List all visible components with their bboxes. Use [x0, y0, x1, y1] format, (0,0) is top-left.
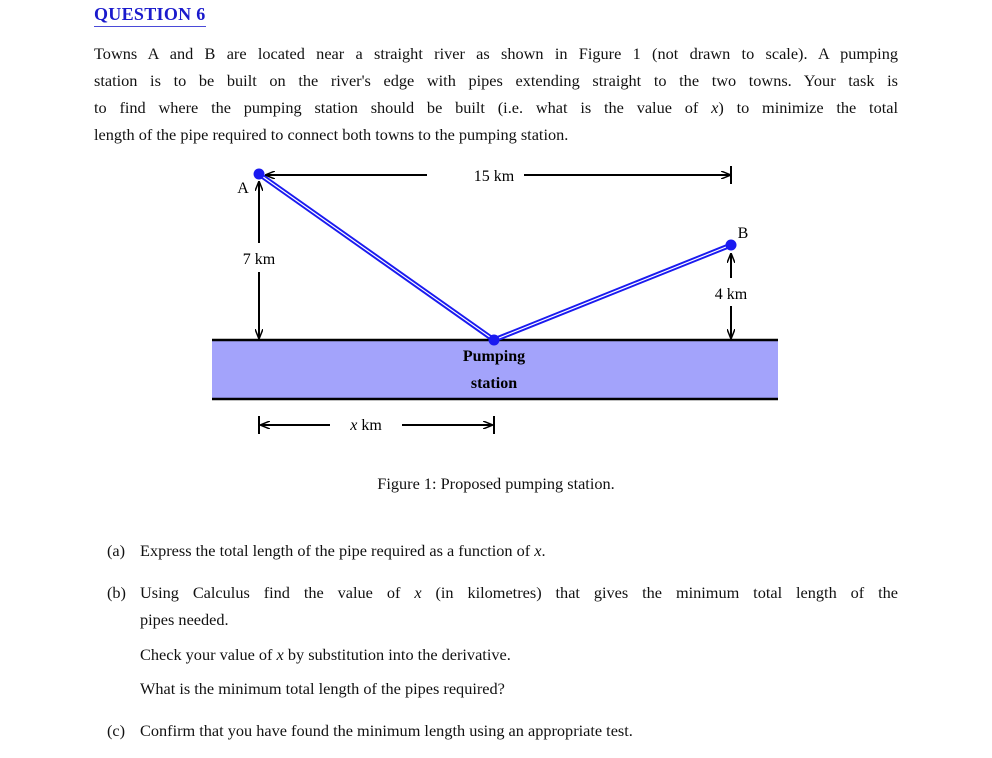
part-c-text: Confirm that you have found the minimum length using an appropriate test. [140, 721, 633, 740]
text: Using Calculus find the value of [140, 583, 415, 602]
text: Check your value of [140, 645, 277, 664]
text: ) to minimize the total [718, 98, 898, 117]
text: . [541, 541, 546, 560]
town-a-dot [254, 169, 265, 180]
station-label-2: station [470, 375, 518, 392]
text: Express the total length of the pipe required as a function of [140, 541, 535, 560]
x-unit: km [357, 417, 382, 434]
x-label [349, 417, 382, 434]
intro-line: length of the pipe required to connect both towns to the pumping station. [94, 125, 569, 144]
check-text [140, 644, 511, 666]
station-dot [489, 335, 500, 346]
math-x: x [711, 98, 719, 117]
pipe-inner [259, 174, 731, 340]
x-var: x [350, 417, 358, 434]
intro-line: Towns A and B are located near a straight river as shown in Figure 1 (not drawn to scale). A pumping [94, 44, 898, 63]
text: (in kilometres) that gives the minimum total length of the [421, 583, 899, 602]
part-c-label: (c) [107, 721, 126, 740]
part-a-text [140, 540, 546, 562]
math-x: x [276, 645, 284, 664]
question-heading: QUESTION 6 [94, 4, 206, 27]
part-b-text [140, 582, 898, 604]
text: pipes needed. [140, 610, 229, 629]
town-a-label: A [237, 180, 249, 197]
pipe [259, 174, 731, 340]
figure-caption: Figure 1: Proposed pumping station. [377, 474, 615, 493]
town-b-dot [726, 240, 737, 251]
intro-line: station is to be built on the river's edge with pipes extending straight to the two towns. Your task is [94, 71, 898, 90]
part-b-label: (b) [107, 583, 126, 602]
text: by substitution into the derivative. [283, 645, 511, 664]
part-a-label: (a) [107, 541, 126, 560]
height-b-label: 4 km [714, 286, 748, 303]
width-label: 15 km [473, 168, 515, 185]
station-label-1: Pumping [462, 348, 526, 365]
town-b-label: B [737, 225, 749, 242]
math-x: x [534, 541, 542, 560]
text: to find where the pumping station should be built (i.e. what is the value of [94, 98, 712, 117]
math-x: x [414, 583, 422, 602]
text: What is the minimum total length of the pipes required? [140, 679, 505, 698]
height-a-label: 7 km [242, 251, 276, 268]
